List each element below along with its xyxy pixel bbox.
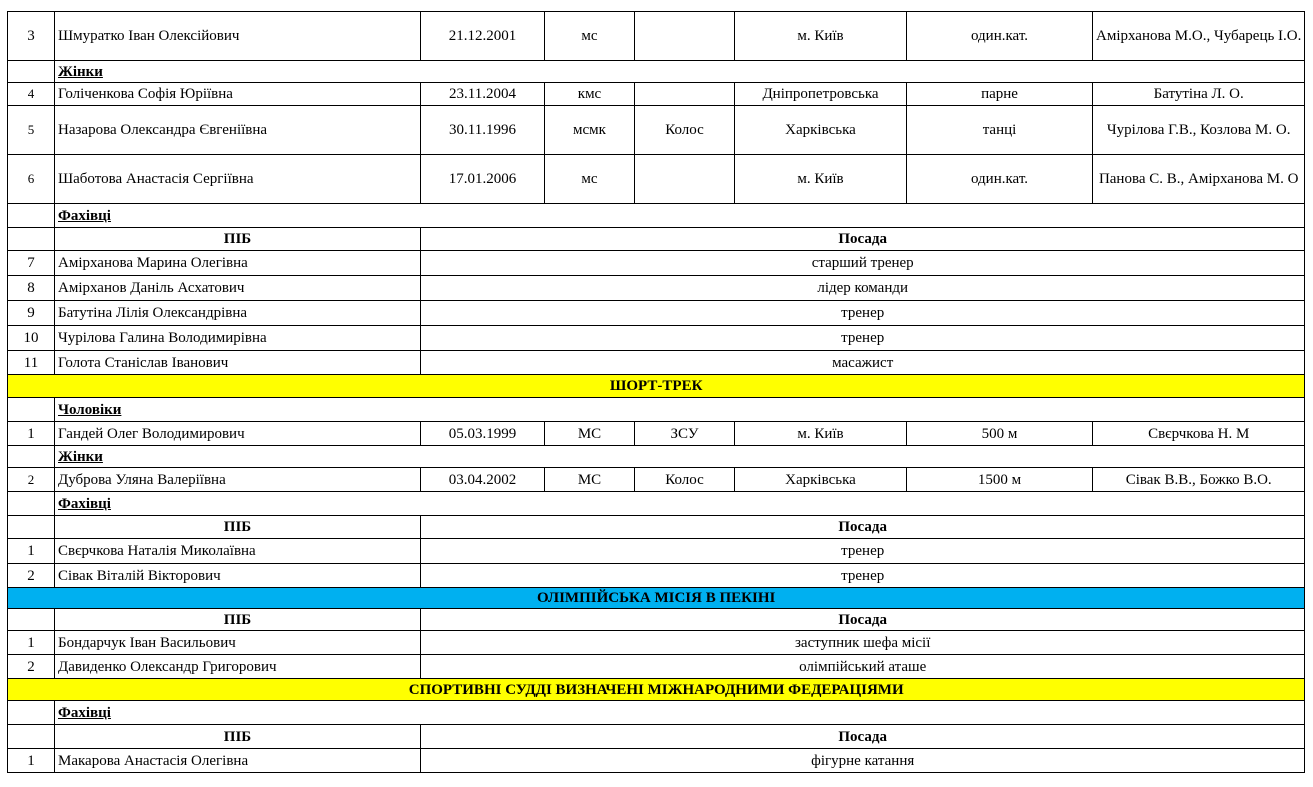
row-number: 5 (8, 106, 55, 155)
discipline: 1500 м (907, 468, 1093, 492)
club: ЗСУ (635, 422, 735, 446)
women-subheader: Жінки (55, 61, 1305, 83)
column-header-position: Посада (421, 725, 1305, 749)
sport-rank: кмс (545, 83, 635, 106)
athlete-name: Шаботова Анастасія Сергіївна (55, 155, 421, 204)
staff-position: олімпійський аташе (421, 655, 1305, 679)
table-row (8, 631, 1305, 655)
coach: Панова С. В., Амірханова М. О (1093, 155, 1305, 204)
birth-date: 03.04.2002 (421, 468, 545, 492)
section-title-short-track: ШОРТ-ТРЕК (8, 375, 1305, 398)
table-row (8, 61, 1305, 83)
birth-date: 05.03.1999 (421, 422, 545, 446)
sport-rank: МС (545, 468, 635, 492)
staff-position: тренер (421, 539, 1305, 564)
staff-position: заступник шефа місії (421, 631, 1305, 655)
row-number: 1 (8, 422, 55, 446)
region: м. Київ (735, 422, 907, 446)
table-row (8, 516, 1305, 539)
region: Дніпропетровська (735, 83, 907, 106)
staff-name: Голота Станіслав Іванович (55, 351, 421, 375)
table-row (8, 539, 1305, 564)
row-number: 2 (8, 468, 55, 492)
birth-date: 17.01.2006 (421, 155, 545, 204)
table-row (8, 492, 1305, 516)
staff-position: тренер (421, 301, 1305, 326)
sport-rank: МС (545, 422, 635, 446)
row-number: 3 (8, 12, 55, 61)
discipline: парне (907, 83, 1093, 106)
coach: Амірханова М.О., Чубарець І.О. (1093, 12, 1305, 61)
table-row (8, 204, 1305, 228)
sport-rank: мсмк (545, 106, 635, 155)
discipline: 500 м (907, 422, 1093, 446)
birth-date: 21.12.2001 (421, 12, 545, 61)
column-header-name: ПІБ (55, 725, 421, 749)
table-row (8, 83, 1305, 106)
table-row (8, 701, 1305, 725)
row-number: 7 (8, 251, 55, 276)
staff-position: старший тренер (421, 251, 1305, 276)
athlete-name: Дуброва Уляна Валеріївна (55, 468, 421, 492)
table-row (8, 12, 1305, 61)
staff-name: Батутіна Лілія Олександрівна (55, 301, 421, 326)
row-number: 4 (8, 83, 55, 106)
table-row (8, 749, 1305, 773)
region: Харківська (735, 468, 907, 492)
row-number: 10 (8, 326, 55, 351)
table-row (8, 301, 1305, 326)
men-subheader: Чоловіки (55, 398, 1305, 422)
roster-table (7, 11, 1305, 773)
section-title-olympic-mission: ОЛІМПІЙСЬКА МІСІЯ В ПЕКІНІ (8, 588, 1305, 609)
athlete-name: Назарова Олександра Євгеніївна (55, 106, 421, 155)
region: м. Київ (735, 155, 907, 204)
staff-position: фігурне катання (421, 749, 1305, 773)
coach: Сівак В.В., Божко В.О. (1093, 468, 1305, 492)
club (635, 155, 735, 204)
row-number: 2 (8, 655, 55, 679)
staff-position: масажист (421, 351, 1305, 375)
column-header-position: Посада (421, 516, 1305, 539)
table-row (8, 251, 1305, 276)
staff-name: Макарова Анастасія Олегівна (55, 749, 421, 773)
athlete-name: Гандей Олег Володимирович (55, 422, 421, 446)
table-row (8, 228, 1305, 251)
table-row (8, 655, 1305, 679)
table-row (8, 155, 1305, 204)
region: Харківська (735, 106, 907, 155)
row-number: 2 (8, 564, 55, 588)
section-header-row (8, 375, 1305, 398)
row-number: 8 (8, 276, 55, 301)
table-row (8, 725, 1305, 749)
table-row (8, 422, 1305, 446)
row-number: 1 (8, 749, 55, 773)
section-header-row (8, 679, 1305, 701)
staff-name: Бондарчук Іван Васильович (55, 631, 421, 655)
coach: Батутіна Л. О. (1093, 83, 1305, 106)
discipline: один.кат. (907, 12, 1093, 61)
staff-name: Сівак Віталій Вікторович (55, 564, 421, 588)
region: м. Київ (735, 12, 907, 61)
birth-date: 23.11.2004 (421, 83, 545, 106)
women-subheader: Жінки (55, 446, 1305, 468)
table-row (8, 468, 1305, 492)
row-number: 1 (8, 631, 55, 655)
club (635, 12, 735, 61)
column-header-name: ПІБ (55, 609, 421, 631)
row-number: 1 (8, 539, 55, 564)
coach: Свєрчкова Н. М (1093, 422, 1305, 446)
club (635, 83, 735, 106)
staff-position: лідер команди (421, 276, 1305, 301)
section-title-judges: СПОРТИВНІ СУДДІ ВИЗНАЧЕНІ МІЖНАРОДНИМИ ФЕДЕРАЦІЯМИ (8, 679, 1305, 701)
table-row (8, 106, 1305, 155)
table-row (8, 446, 1305, 468)
column-header-position: Посада (421, 228, 1305, 251)
row-number: 6 (8, 155, 55, 204)
table-row (8, 276, 1305, 301)
column-header-position: Посада (421, 609, 1305, 631)
staff-name: Чурілова Галина Володимирівна (55, 326, 421, 351)
staff-name: Давиденко Олександр Григорович (55, 655, 421, 679)
table-row (8, 351, 1305, 375)
discipline: танці (907, 106, 1093, 155)
club: Колос (635, 468, 735, 492)
discipline: один.кат. (907, 155, 1093, 204)
row-number: 11 (8, 351, 55, 375)
staff-name: Амірханова Марина Олегівна (55, 251, 421, 276)
column-header-name: ПІБ (55, 228, 421, 251)
staff-subheader: Фахівці (55, 492, 1305, 516)
table-row (8, 326, 1305, 351)
table-row (8, 398, 1305, 422)
sport-rank: мс (545, 12, 635, 61)
athlete-name: Шмуратко Іван Олексійович (55, 12, 421, 61)
staff-subheader: Фахівці (55, 701, 1305, 725)
table-row (8, 609, 1305, 631)
athlete-name: Голіченкова Софія Юріївна (55, 83, 421, 106)
club: Колос (635, 106, 735, 155)
staff-name: Свєрчкова Наталія Миколаївна (55, 539, 421, 564)
row-number: 9 (8, 301, 55, 326)
column-header-name: ПІБ (55, 516, 421, 539)
staff-subheader: Фахівці (55, 204, 1305, 228)
staff-position: тренер (421, 564, 1305, 588)
table-row (8, 564, 1305, 588)
staff-name: Амірханов Даніль Асхатович (55, 276, 421, 301)
coach: Чурілова Г.В., Козлова М. О. (1093, 106, 1305, 155)
birth-date: 30.11.1996 (421, 106, 545, 155)
staff-position: тренер (421, 326, 1305, 351)
section-header-row (8, 588, 1305, 609)
sport-rank: мс (545, 155, 635, 204)
